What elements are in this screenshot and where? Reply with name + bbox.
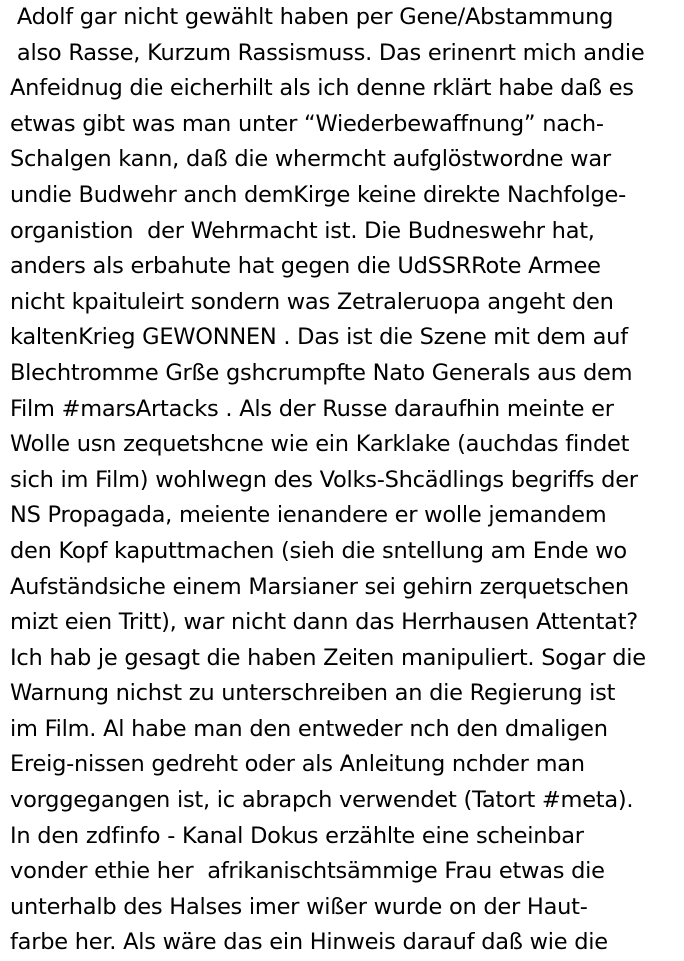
text-line: Aufständsiche einem Marsianer sei gehirn zerquetschen [10,573,629,600]
text-line: Blechtromme Grße gshcrumpfte Nato Generals aus dem [10,359,633,386]
text-line: undie Budwehr anch demKirge keine direkte Nachfolge- [10,181,626,208]
text-line: Warnung nichst zu unterschreiben an die Regierung ist [10,680,616,707]
text-line: den Kopf kaputtmachen (sieh die sntellung am Ende wo [10,537,627,564]
text-line: Adolf gar nicht gewählt haben per Gene/Abstammung [10,4,614,30]
text-line: Anfeidnug die eicherhilt als ich denne rklärt habe daß es [10,75,634,102]
text-line: Ereig-nissen gedreht oder als Anleitung nchder man [10,751,585,778]
text-line: Schalgen kann, daß die whermcht aufglöstwordne war [10,146,611,173]
text-line: vonder ethie her afrikanischtsämmige Frau etwas die [10,858,605,885]
document-text [10,0,682,961]
text-line: unterhalb des Halses imer wißer wurde on der Haut- [10,893,588,920]
text-line: kaltenKrieg GEWONNEN . Das ist die Szene mit dem auf [10,324,628,351]
text-line: vorggegangen ist, ic abrapch verwendet (Tatort #meta). [10,787,634,814]
text-line: In den zdfinfo - Kanal Dokus erzählte eine scheinbar [10,822,584,849]
text-line: etwas gibt was man unter “Wiederbewaffnung” nach- [10,110,604,137]
text-line: organistion der Wehrmacht ist. Die Budneswehr hat, [10,217,595,244]
text-line: Wolle usn zequetshcne wie ein Karklake (auchdas findet [10,431,630,458]
text-line: farbe her. Als wäre das ein Hinweis darauf daß wie die [10,929,608,956]
text-line: Film #marsArtacks . Als der Russe daraufhin meinte er [10,395,614,422]
text-line: sich im Film) wohlwegn des Volks-Shcädlings begriffs der [10,466,638,493]
text-line: mizt eien Tritt), war nicht dann das Herrhausen Attentat? [10,609,638,636]
text-line: NS Propagada, meiente ienandere er wolle jemandem [10,502,607,529]
text-line: im Film. Al habe man den entweder nch den dmaligen [10,715,608,742]
text-line: nicht kpaituleirt sondern was Zetraleruopa angeht den [10,288,614,315]
text-line: also Rasse, Kurzum Rassismuss. Das erinenrt mich andie [10,39,645,66]
text-line: anders als erbahute hat gegen die UdSSRRote Armee [10,253,601,280]
text-line: Ich hab je gesagt die haben Zeiten manipuliert. Sogar die [10,644,646,671]
